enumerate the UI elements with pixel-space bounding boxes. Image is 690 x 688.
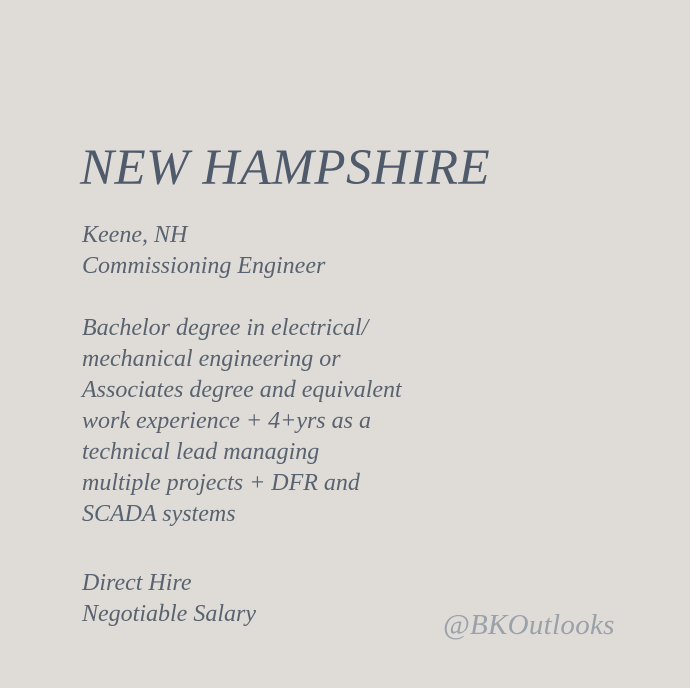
requirement-line: multiple projects + DFR and <box>82 470 360 496</box>
requirement-line: Bachelor degree in electrical/ <box>82 315 369 341</box>
state-title: NEW HAMPSHIRE <box>80 140 491 196</box>
job-location-block <box>82 220 325 282</box>
hire-type: Direct Hire <box>82 570 192 596</box>
job-role: Commissioning Engineer <box>82 253 326 279</box>
salary-note: Negotiable Salary <box>82 601 256 627</box>
job-city: Keene, NH <box>82 222 188 248</box>
job-terms <box>82 568 256 630</box>
requirement-line: SCADA systems <box>82 501 236 527</box>
requirement-line: work experience + 4+yrs as a <box>82 408 371 434</box>
requirement-line: mechanical engineering or <box>82 346 341 372</box>
job-requirements <box>82 313 402 530</box>
requirement-line: technical lead managing <box>82 439 320 465</box>
requirement-line: Associates degree and equivalent <box>82 377 402 403</box>
social-handle: @BKOutlooks <box>443 609 615 641</box>
